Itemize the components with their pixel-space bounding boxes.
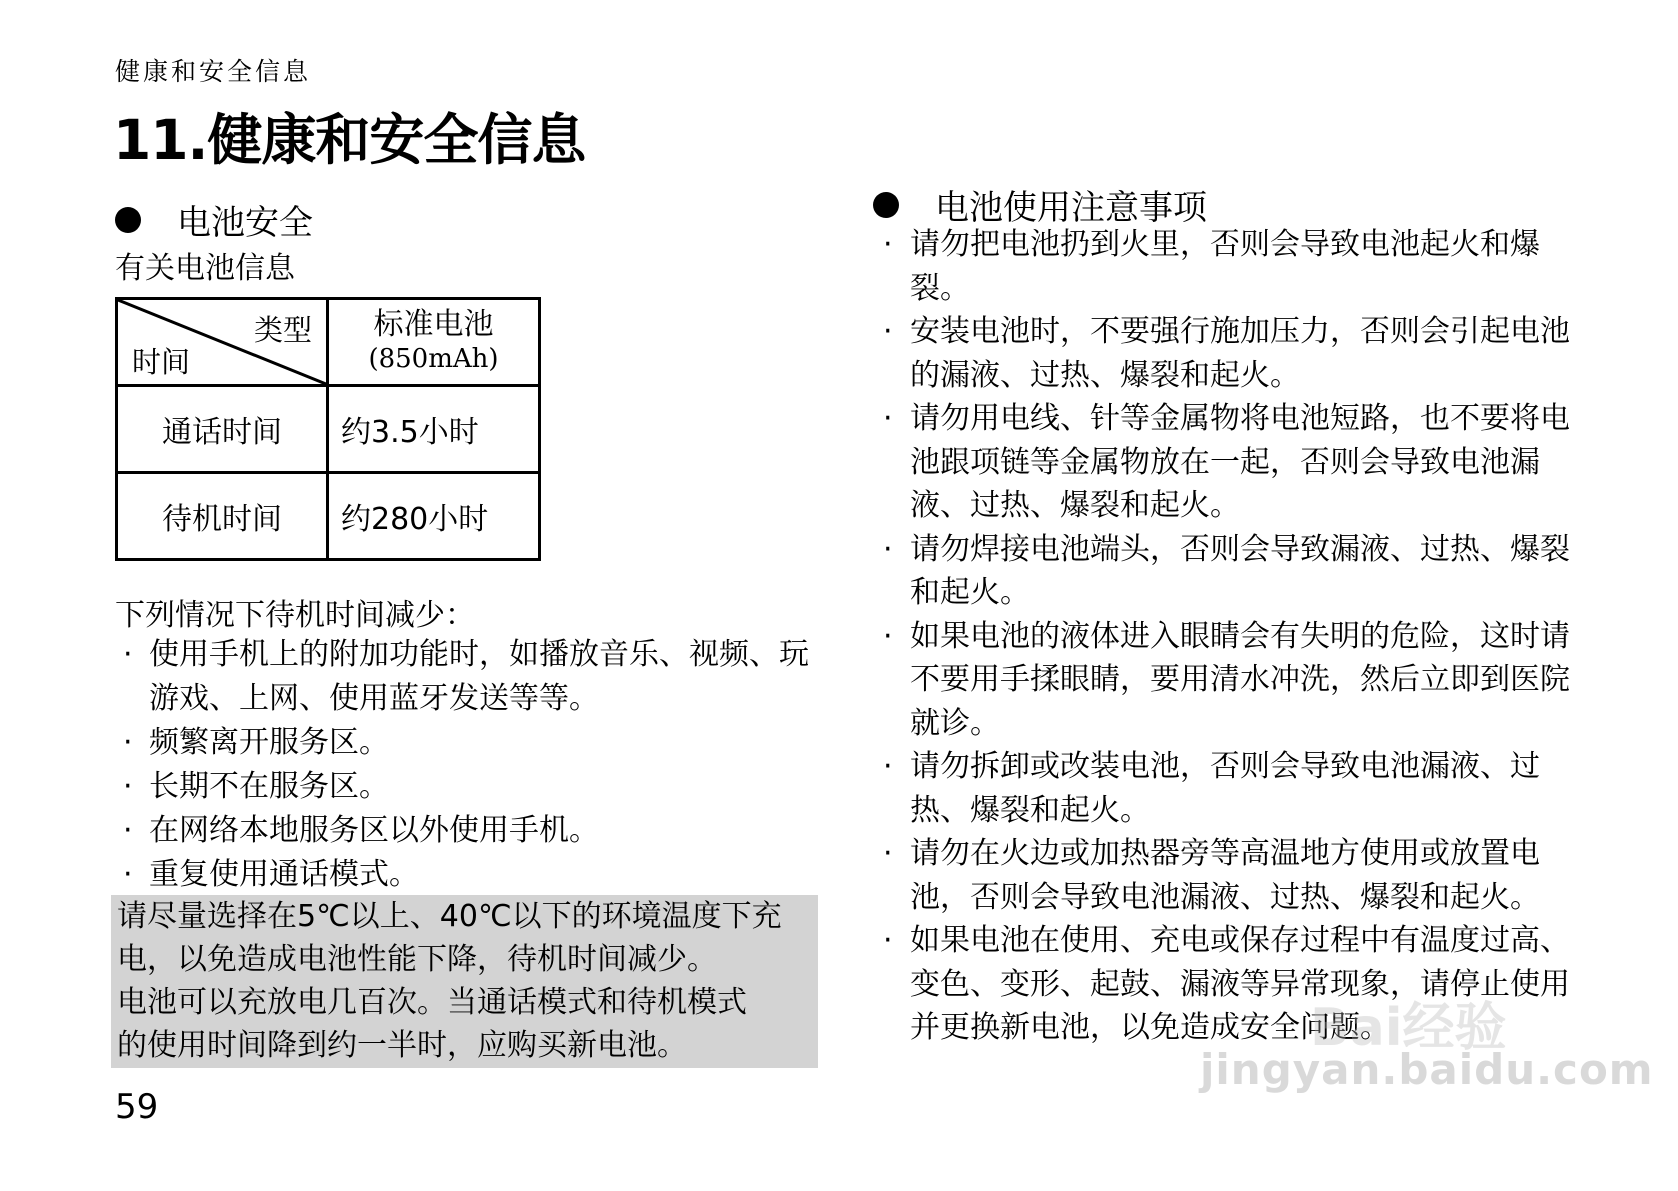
list-item: · 长期不在服务区。: [115, 765, 835, 809]
page-number: 59: [115, 1087, 159, 1127]
section-title-text: 电池安全: [177, 203, 313, 243]
list-item: · 请勿用电线、针等金属物将电池短路，也不要将电池跟项链等金属物放在一起，否则会导致电池漏液、过热、爆裂和起火。: [873, 397, 1573, 528]
std-battery-header: [328, 299, 540, 386]
bullet-dot-icon: [115, 207, 141, 233]
row-value-standby: 约280小时: [328, 473, 540, 560]
list-item: · 请勿把电池扔到火里，否则会导致电池起火和爆裂。: [873, 223, 1573, 310]
list-item: · 在网络本地服务区以外使用手机。: [115, 809, 835, 853]
std-battery-capacity: (850mAh): [368, 344, 499, 374]
chapter-title: 11.健康和安全信息: [113, 108, 586, 172]
list-item: · 请勿在火边或加热器旁等高温地方使用或放置电池，否则会导致电池漏液、过热、爆裂和起火。: [873, 832, 1573, 919]
list-item: · 请勿拆卸或改装电池，否则会导致电池漏液、过热、爆裂和起火。: [873, 745, 1573, 832]
corner-type-label: 类型: [253, 313, 312, 347]
table-row: [117, 473, 540, 560]
battery-table: [115, 297, 541, 561]
row-value-talk: 约3.5小时: [328, 386, 540, 473]
list-item: · 如果电池的液体进入眼睛会有失明的危险，这时请不要用手揉眼睛，要用清水冲洗，然后立即到医院就诊。: [873, 615, 1573, 746]
section-title-battery-precautions: [873, 180, 1207, 229]
running-header: 健康和安全信息: [115, 57, 312, 86]
watermark-logo: Bai经验: [1310, 998, 1507, 1058]
tip-line: 电池可以充放电几百次。当通话模式和待机模式: [117, 985, 747, 1020]
list-item: · 使用手机上的附加功能时，如播放音乐、视频、玩游戏、上网、使用蓝牙发送等等。: [115, 633, 835, 721]
tip-line: 请尽量选择在5℃以上、40℃以下的环境温度下充: [117, 899, 782, 934]
bullet-dot-icon: [873, 192, 899, 218]
standby-reduce-list: [115, 633, 835, 897]
std-battery-label: 标准电池: [373, 307, 494, 342]
section-title-text: 电池使用注意事项: [935, 188, 1207, 228]
list-item: · 频繁离开服务区。: [115, 721, 835, 765]
list-item: · 重复使用通话模式。: [115, 853, 835, 897]
precaution-list: [873, 223, 1573, 1050]
list-item: · 安装电池时，不要强行施加压力，否则会引起电池的漏液、过热、爆裂和起火。: [873, 310, 1573, 397]
watermark-text: jingyan.baidu.com: [1200, 1045, 1654, 1094]
table-corner-cell: [117, 299, 328, 386]
charging-tip-box: [111, 895, 818, 1068]
corner-time-label: 时间: [132, 345, 191, 379]
row-label-talk: 通话时间: [117, 386, 328, 473]
section-title-battery-safety: [115, 195, 313, 244]
table-row: [117, 386, 540, 473]
standby-reduce-intro: 下列情况下待机时间减少：: [115, 598, 475, 633]
list-item: · 如果电池在使用、充电或保存过程中有温度过高、变色、变形、起鼓、漏液等异常现象，请停止使用并更换新电池，以免造成安全问题。: [873, 919, 1573, 1050]
tip-line: 的使用时间降到约一半时，应购买新电池。: [117, 1028, 687, 1063]
row-label-standby: 待机时间: [117, 473, 328, 560]
battery-info-label: 有关电池信息: [115, 251, 295, 286]
tip-line: 电，以免造成电池性能下降，待机时间减少。: [117, 942, 717, 977]
list-item: · 请勿焊接电池端头，否则会导致漏液、过热、爆裂和起火。: [873, 528, 1573, 615]
